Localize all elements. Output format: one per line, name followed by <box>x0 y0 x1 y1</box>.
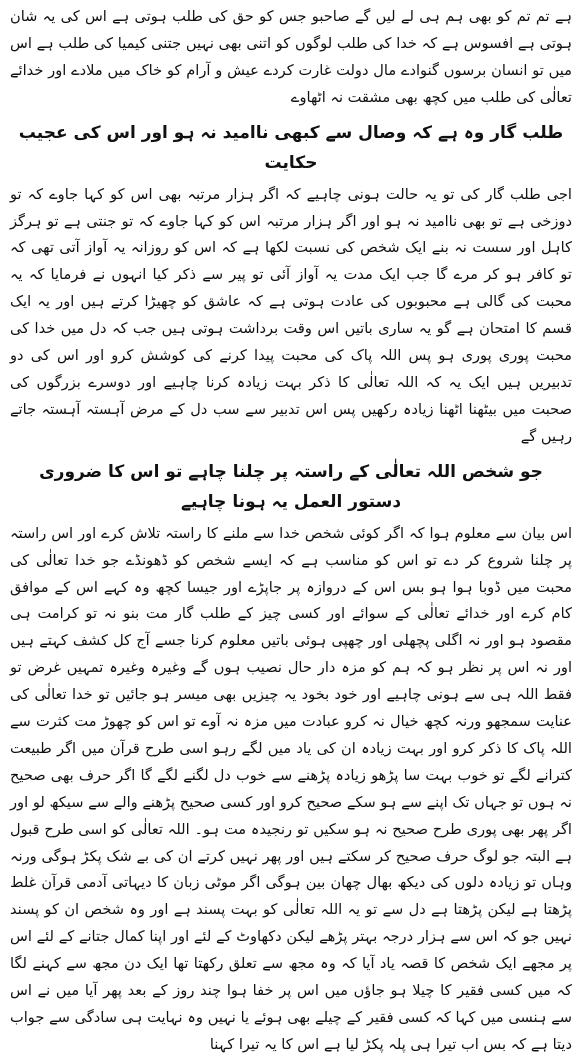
section-heading-seeker: طلب گار وہ ہے کہ وصال سے کبھی ناامید نہ ہو اور اس کی عجیب حکایت <box>18 122 564 173</box>
section-heading-rule-of-conduct: جو شخص اللہ تعالٰی کے راستہ پر چلنا چاہے تو اس کا ضروری دستور العمل یہ ہونا چاہیے <box>39 461 543 512</box>
seeker-story-paragraph: اجی طلب گار کی تو یہ حالت ہونی چاہیے کہ اگر ہزار مرتبہ بھی اس کو کہا جاوے کہ تو دوزخی ہے تو بھی ناامید نہ ہو اور اگر ہزار مرتبہ اس کو کہا جاوے کہ تو جنتی ہے تو ہرگز کاہل اور سست نہ بنے ایک شخص کی نسبت لکھا ہے کہ اس کو روزانہ یہ آواز آتی تھی کہ تو کافر ہو کر مرے گا جب ایک مدت یہ آواز آئی تو پیر سے ذکر کیا انہوں نے فرمایا کہ یہ محبت کی گالی ہے محبوبوں کی عادت ہوتی ہے کہ عاشق کو چھیڑا کرتے ہیں اور یہ ایک قسم کا امتحان ہے گو یہ ساری باتیں اس وقت برداشت ہوتی ہیں جب کہ دل میں خدا کی محبت پوری پوری ہو پس اللہ پاک کی محبت پیدا کرنے کی کوشش کرو اور اس کی دو تدبیریں ہیں ایک یہ کہ اللہ تعالٰی کا ذکر بہت زیادہ کرنا چاہیے اور دوسرے بزرگوں کی صحبت میں بیٹھنا اٹھنا زیادہ رکھیں پس اس تدبیر سے سب دل کے مرض آہستہ آہستہ جاتے رہیں گے <box>10 185 572 445</box>
opening-paragraph: ہے تم تم کو بھی ہم ہی لے لیں گے صاحبو جس کو حق کی طلب ہوتی ہے اس کی یہ شان ہوتی ہے افسوس ہے کہ خدا کی طلب لوگوں کو اتنی بھی نہیں جتنی کیمیا کی طلب ہے اس میں تو انسان برسوں گنوادے مال دولت غارت کردے عیش و آرام کو خاک میں ملادے اور خدائے تعالٰی کی طلب میں کچھ بھی مشقت نہ اٹھاوے <box>10 8 572 106</box>
rule-of-conduct-paragraph: اس بیان سے معلوم ہوا کہ اگر کوئی شخص خدا سے ملنے کا راستہ تلاش کرے اور اس راستہ پر چلنا شروع کر دے تو اس کو مناسب ہے کہ ایسے شخص کو ڈھونڈے جو خدا تعالٰی کی محبت میں ڈوبا ہوا ہو بس اس کے دروازہ پر جاپڑے اور جیسا کچھ وہ کہے اس کے موافق کام کرے اور خدائے تعالٰی کے سوائے اور کسی چیز کے طلب گار مت بنو نہ تو کرامت ہی مقصود ہو اور نہ اگلی پچھلی اور چھپی ہوئی باتیں معلوم کرنا جسے آج کل کشف کہتے ہیں اور نہ اس پر نظر ہو کہ ہم کو مزہ دار حال نصیب ہوں گے وغیرہ وغیرہ تمہیں غرض تو فقط اللہ ہی سے ہونی چاہیے اور خود بخود یہ چیزیں بھی میسر ہو جائیں تو خدا تعالٰی کی عنایت سمجھو ورنہ کچھ خیال نہ کرو عبادت میں مزہ نہ آوے تو اس کو چھوڑ مت کثرت سے اللہ پاک کا ذکر کرو اور بہت زیادہ ان کی یاد میں لگے رہو اسی طرح قرآن میں اگر طبیعت کترانے لگے تو خوب بہت سا پڑھو زیادہ پڑھنے سے خوب دل لگنے لگے گا اگر حرف بھی صحیح نہ ہوں تو جہاں تک اپنے سے ہو سکے صحیح کرو اور کسی صحیح پڑھنے والے سے سیکھ لو اور اگر پھر بھی پوری طرح صحیح نہ ہو سکیں تو رنجیدہ مت ہو۔ اللہ تعالٰی کو اسی طرح قبول ہے البتہ جو لوگ حرف صحیح کر سکتے ہیں اور پھر نہیں کرتے ان کی بے شک پکڑ ہوگی ورنہ وہاں تو زیادہ دلوں کی دیکھ بھال چھان بین ہوگی اگر موٹی زبان کا دیہاتی آدمی قرآن غلط پڑھتا ہے لیکن پڑھتا ہے دل سے تو یہ اللہ تعالٰی کو بہت پسند ہے اور وہ شخص ان کو پسند نہیں جو کہ اس سے ہزار درجہ بہتر پڑھے لیکن دکھاوٹ کے لئے اور اپنا کمال جتانے کے لئے اس پر مجھے ایک شخص کا قصہ یاد آیا کہ وہ مجھ سے تعلق رکھتا تھا ایک دن مجھ سے کہنے لگا کہ میں کسی فقیر کا چیلا ہو جاؤں میں اس پر خفا ہوا چند روز کے بعد پھر آیا میں نے اس سے ہنسی میں کہا کہ کسی فقیر کے چیلے بھی ہوئے یا نہیں وہ نہایت ہی سادگی سے جواب دیتا ہے کہ بس اب تیرا ہی پلہ پکڑ لیا ہے اس کا یہ تیرا کہنا <box>10 524 572 1053</box>
